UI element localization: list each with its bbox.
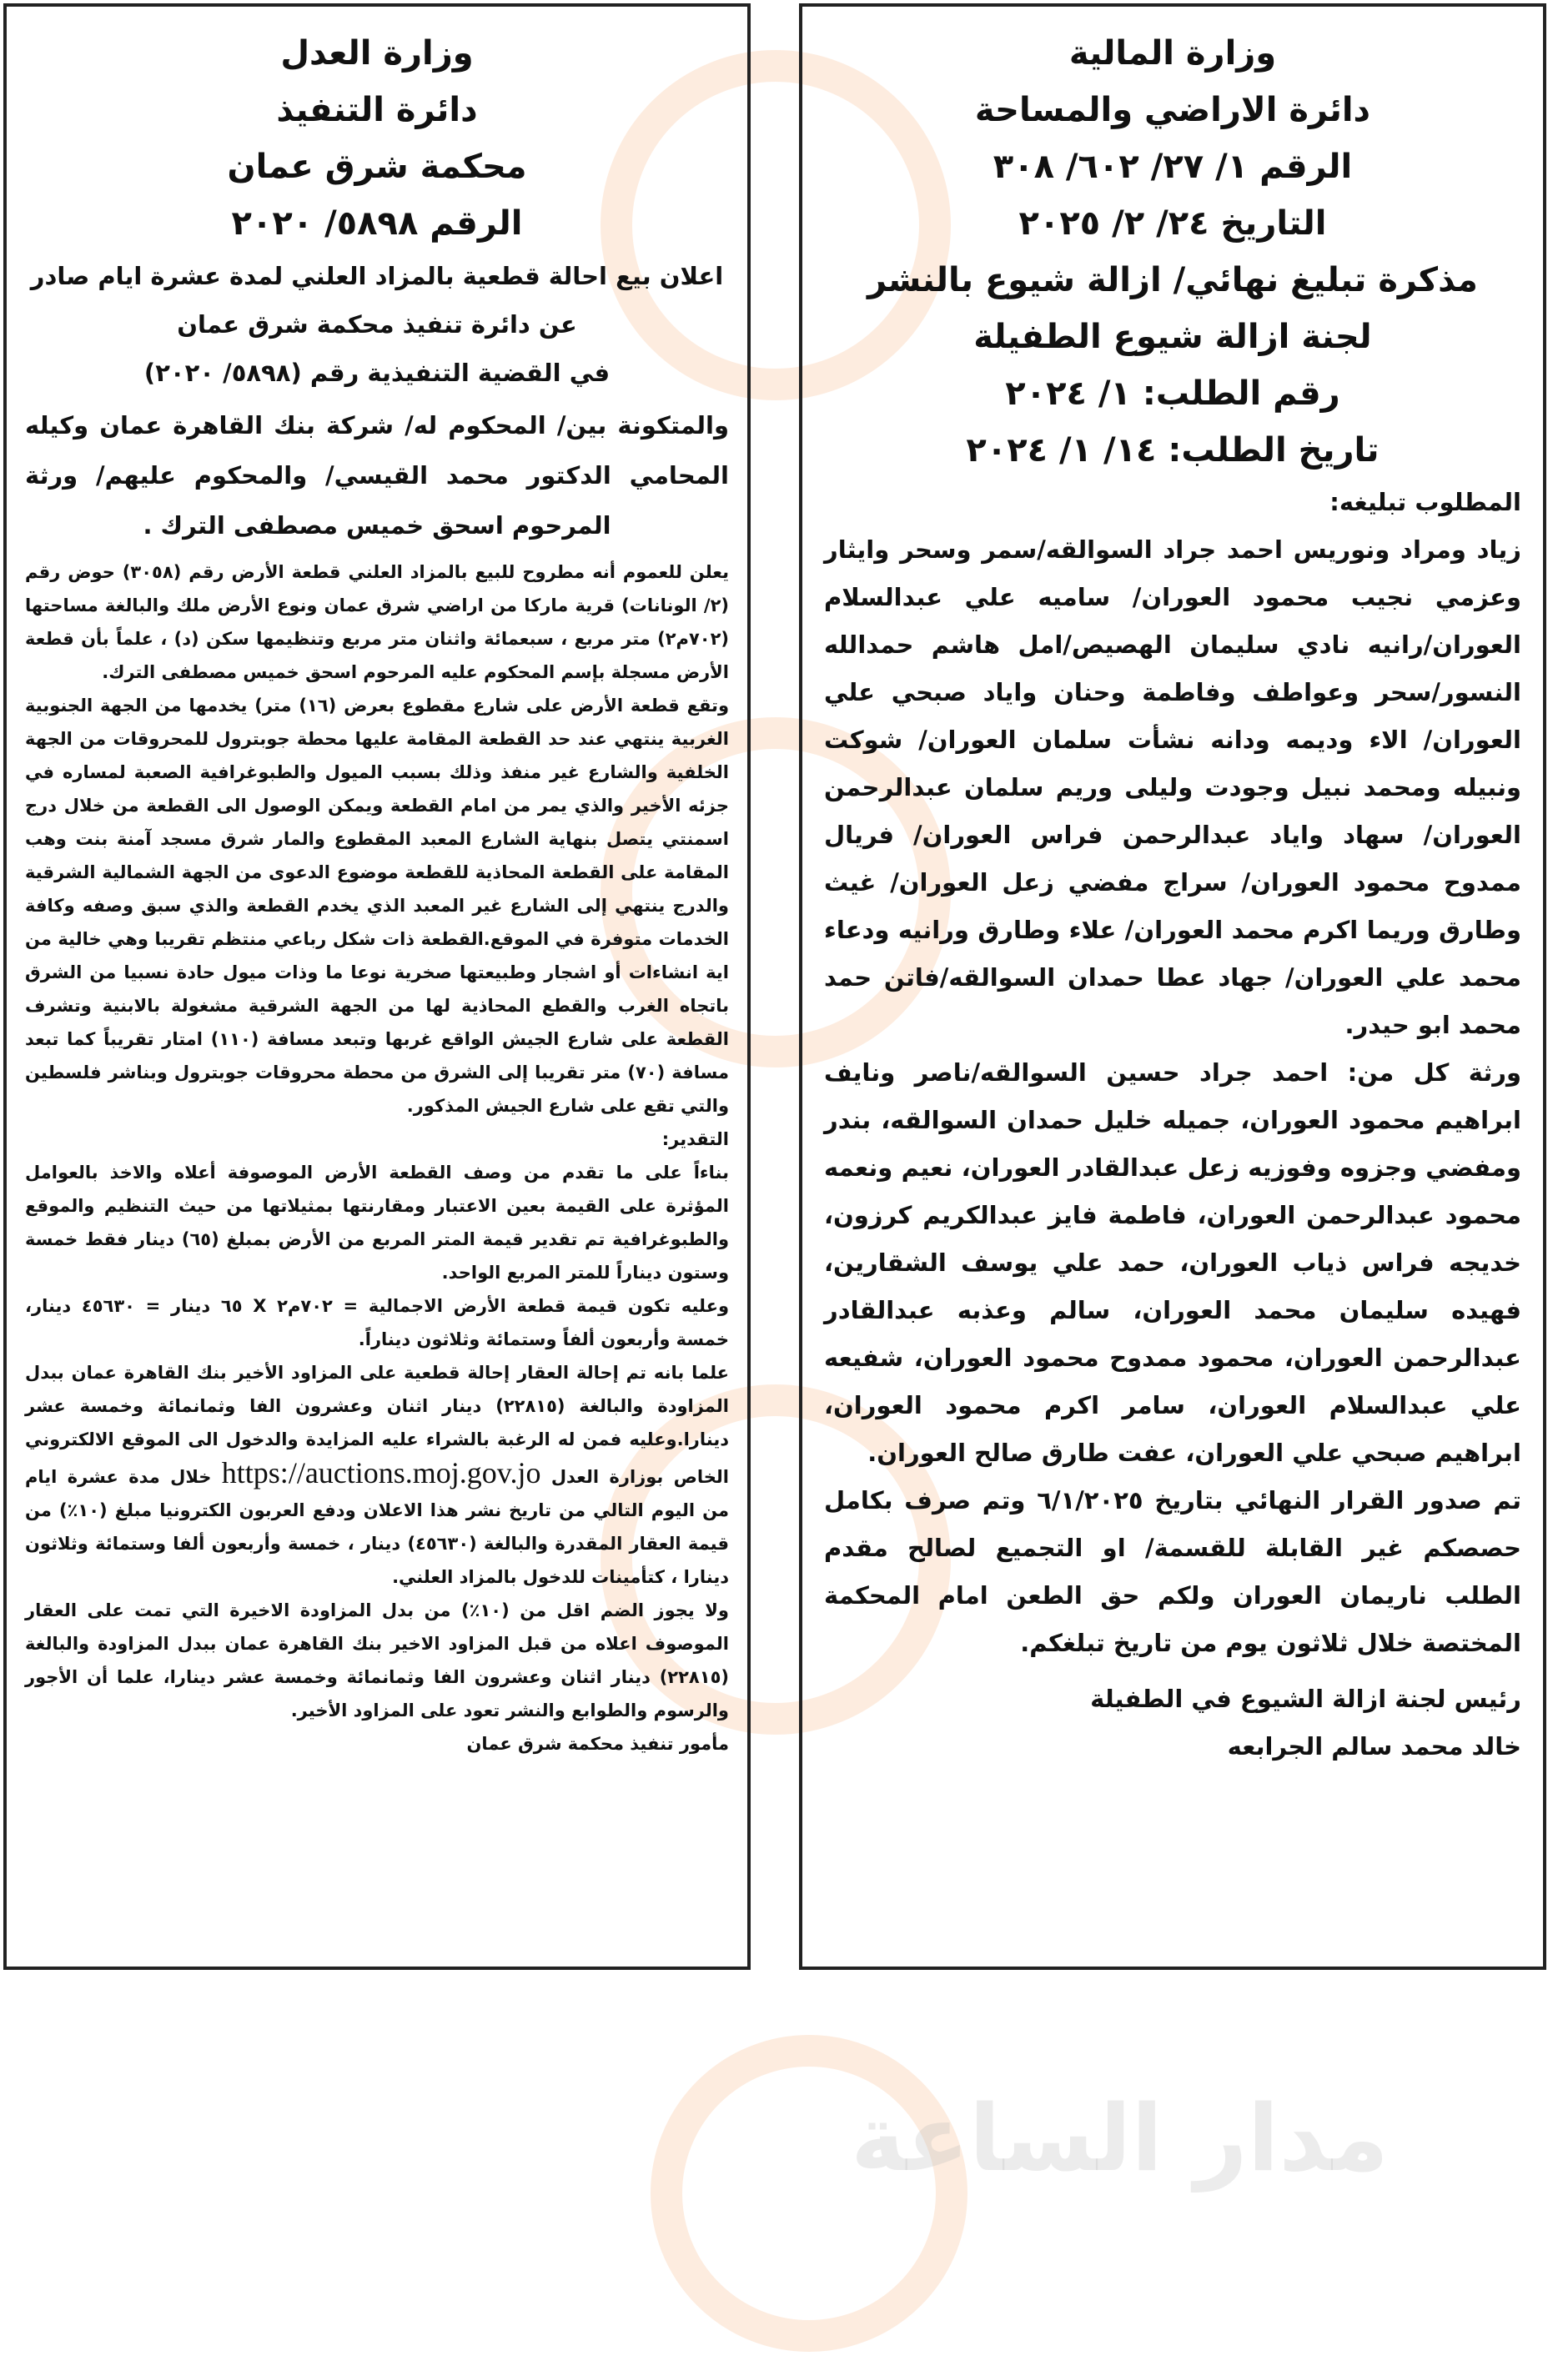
committee-title: لجنة ازالة شيوع الطفيلة (973, 318, 1372, 356)
request-number: رقم الطلب: ١/ ٢٠٢٤ (1005, 374, 1340, 413)
ministry-title: وزارة العدل (280, 34, 474, 73)
paragraph-text: خلال مدة عشرة ايام من اليوم التالي من تاريخ نشر هذا الاعلان ودفع العربون الكترونيا مبلغ (١٠٪) من قيمة العقار المقدرة والبالغة (٤٥٦٣٠) دينار ، خمسة وأربعون ألفا وستمائة وثلاثون دينارا ، كتأمينات للدخول بالمزاد العلني. (25, 1467, 729, 1587)
paragraph-text: علما بانه تم إحالة العقار إحالة قطعية على المزاود الأخير بنك القاهرة عمان ببدل المزاودة والبالغة (٢٢٨١٥) دينار اثنان وعشرون الفا وثمانمائة وخمسة عشر دينارا.وعليه فمن له الرغبة بالشراء عليه المزايدة والدخول الى الموقع الالكتروني الخاص بوزارة العدل (25, 1363, 730, 1487)
section-heading: التقدير: (661, 1129, 729, 1149)
announcement-line: في القضية التنفيذية رقم (٥٨٩٨/ ٢٠٢٠) (143, 359, 611, 387)
department-title: دائرة الاراضي والمساحة (974, 91, 1371, 129)
court-title: محكمة شرق عمان (227, 148, 527, 186)
recipients-label: المطلوب تبليغه: (1329, 488, 1521, 516)
court-auction-notice (3, 3, 751, 1970)
paragraph: وعليه تكون قيمة قطعة الأرض الاجمالية = ٧٠٢م٢ X ٦٥ دينار = ٤٥٦٣٠ دينار، خمسة وأربعون ألفاً وستمائة وثلاثون ديناراً. (25, 1296, 730, 1349)
ministry-title: وزارة المالية (1068, 34, 1277, 73)
paragraph: يعلن للعموم أنه مطروح للبيع بالمزاد العلني قطعة الأرض رقم (٣٠٥٨) حوض رقم (٢/ الونانات) قرية ماركا من اراضي شرق عمان ونوع الأرض ملك والبالغة مساحتها (٧٠٢م٢) متر مربع ، سبعمائة واثنان متر مربع وتنظيمها سكن (د) ، علماً بأن قطعة الأرض مسجلة بإسم المحكوم عليه المرحوم اسحق خميس مصطفى الترك. (25, 562, 730, 682)
parties: والمتكونة بين/ المحكوم له/ شركة بنك القاهرة عمان وكيله المحامي الدكتور محمد القيسي/ والمحكوم عليهم/ ورثة المرحوم اسحق خميس مصطفى الترك . (25, 411, 729, 540)
auction-url-link[interactable]: https://auctions.moj.gov.jo (221, 1456, 541, 1489)
notice-title: مذكرة تبليغ نهائي/ ازالة شيوع بالنشر (867, 261, 1478, 299)
signature-title: رئيس لجنة ازالة الشيوع في الطفيلة (1090, 1685, 1521, 1713)
signature-name: خالد محمد سالم الجرابعه (1227, 1732, 1521, 1761)
paragraph: وتقع قطعة الأرض على شارع مقطوع بعرض (١٦) متر) يخدمها من الجهة الجنوبية الغربية ينتهي عند حد القطعة المقامة عليها محطة جوبترول للمحروقات من الجهة الخلفية والشارع غير منفذ وذلك بسبب الميول والطبوغرافية الصعبة لمساره في جزئه الأخير والذي يمر من امام القطعة ويمكن الوصول الى القطعة من خلال درج اسمنتي يتصل بنهاية الشارع المعبد المقطوع والمار شرق مسجد آمنة بنت وهب المقامة على القطعة المحاذية للقطعة موضوع الدعوى من الجهة الشمالية الشرقية والدرج ينتهي إلى الشارع غير المعبد الذي يخدم القطعة والذي سبق وصفه وكافة الخدمات متوفرة في الموقع.القطعة ذات شكل رباعي منتظم تقريبا وهي خالية من اية انشاءات أو اشجار وطبيعتها صخرية نوعا ما وذات ميول حادة نسبيا من الشرق باتجاه الغرب والقطع المحاذية لها من الجهة الشرقية مشغولة بالابنية وتشرف القطعة على شارع الجيش الواقع غربها وتبعد مسافة (١١٠) امتار تقريباً كما تبعد مسافة (٧٠) متر تقريبا إلى الشرق من محطة محروقات جوبترول وبناشر فلسطين والتي تقع على شارع الجيش المذكور. (25, 696, 729, 1116)
signature: مأمور تنفيذ محكمة شرق عمان (466, 1734, 729, 1754)
announcement-line: عن دائرة تنفيذ محكمة شرق عمان (177, 310, 577, 339)
request-date: تاريخ الطلب: ١٤/ ١/ ٢٠٢٤ (966, 431, 1380, 470)
paragraph: بناءاً على ما تقدم من وصف القطعة الأرض الموصوفة أعلاه والاخذ بالعوامل المؤثرة على القيمة بعين الاعتبار ومقارنتها بمثيلاتها من حيث التنظيم والموقع والطبوغرافية تم تقدير قيمة المتر المربع من الأرض بمبلغ (٦٥) دينار فقط خمسة وستون ديناراً للمتر المربع الواحد. (25, 1163, 729, 1283)
watermark-clock-icon (651, 2035, 967, 2352)
recipients-list: زياد ومراد ونوريس احمد جراد السوالقه/سمر وسحر وايثار وعزمي نجيب محمود العوران/ ساميه علي عبدالسلام العوران/رانيه نادي سليمان الهصيص/امل هاشم حمدالله النسور/سحر وعواطف وفاطمة وحنان واياد صبحي علي العوران/ الاء وديمه ودانه نشأت سلمان العوران/ شوكت ونبيله ومحمد نبيل وجودت وليلى وريم سلمان عبدالرحمن العوران/ سهاد واياد عبدالرحمن فراس العوران/ فريال ممدوح محمود العوران/ سراج مفضي زعل العوران/ غيث وطارق وريما اكرم محمد العوران/ علاء وطارق ورانيه ودعاء محمد علي العوران/ جهاد عطا حمدان السوالقه/فاتن حمد محمد ابو حيدر. (824, 535, 1521, 1039)
heirs-list: ورثة كل من: احمد جراد حسين السوالقه/ناصر ونايف ابراهيم محمود العوران، جميله خليل حمدان السوالقه، بندر ومفضي وجزوه وفوزيه زعل عبدالقادر العوران، نعيم ونعمه محمود عبدالرحمن العوران، فاطمة فايز عبدالكريم كرزون، خديجه فراس ذياب العوران، حمد علي يوسف الشقارين، فهيده سليمان محمد العوران، سالم وعذبه عبدالقادر عبدالرحمن العوران، محمود ممدوح محمود العوران، شفيعه علي عبدالسلام العوران، سامر اكرم محمود العوران، ابراهيم صبحي علي العوران، عفت طارق صالح العوران. (824, 1058, 1521, 1467)
decision-text: تم صدور القرار النهائي بتاريخ ٦/١/٢٠٢٥ وتم صرف بكامل حصصكم غير القابلة للقسمة/ او التجميع لصالح مقدم الطلب ناريمان العوران ولكم حق الطعن امام المحكمة المختصة خلال ثلاثون يوم من تاريخ تبلغكم. (824, 1486, 1522, 1657)
department-title: دائرة التنفيذ (276, 91, 478, 129)
notice-date: التاريخ ٢٤/ ٢/ ٢٠٢٥ (1018, 204, 1327, 243)
case-number: الرقم ٥٨٩٨/ ٢٠٢٠ (231, 204, 523, 243)
reference-number: الرقم ١/ ٢٧/ ٦٠٢/ ٣٠٨ (993, 148, 1353, 186)
paragraph: ولا يجوز الضم اقل من (١٠٪) من بدل المزاودة الاخيرة التي تمت على العقار الموصوف اعلاه من قبل المزاود الاخير بنك القاهرة عمان ببدل المزاودة والبالغة (٢٢٨١٥) دينار اثنان وعشرون الفا وثمانمائة وخمسة عشر دينارا، علما أن الأجور والرسوم والطوابع والنشر تعود على المزاود الأخير. (25, 1600, 729, 1720)
watermark-brand: مدار الساعة (851, 2085, 1390, 2192)
announcement-line: اعلان بيع احالة قطعية بالمزاد العلني لمدة عشرة ايام صادر (30, 262, 724, 290)
partition-notification-notice (799, 3, 1546, 1970)
paragraph (25, 1356, 729, 1594)
